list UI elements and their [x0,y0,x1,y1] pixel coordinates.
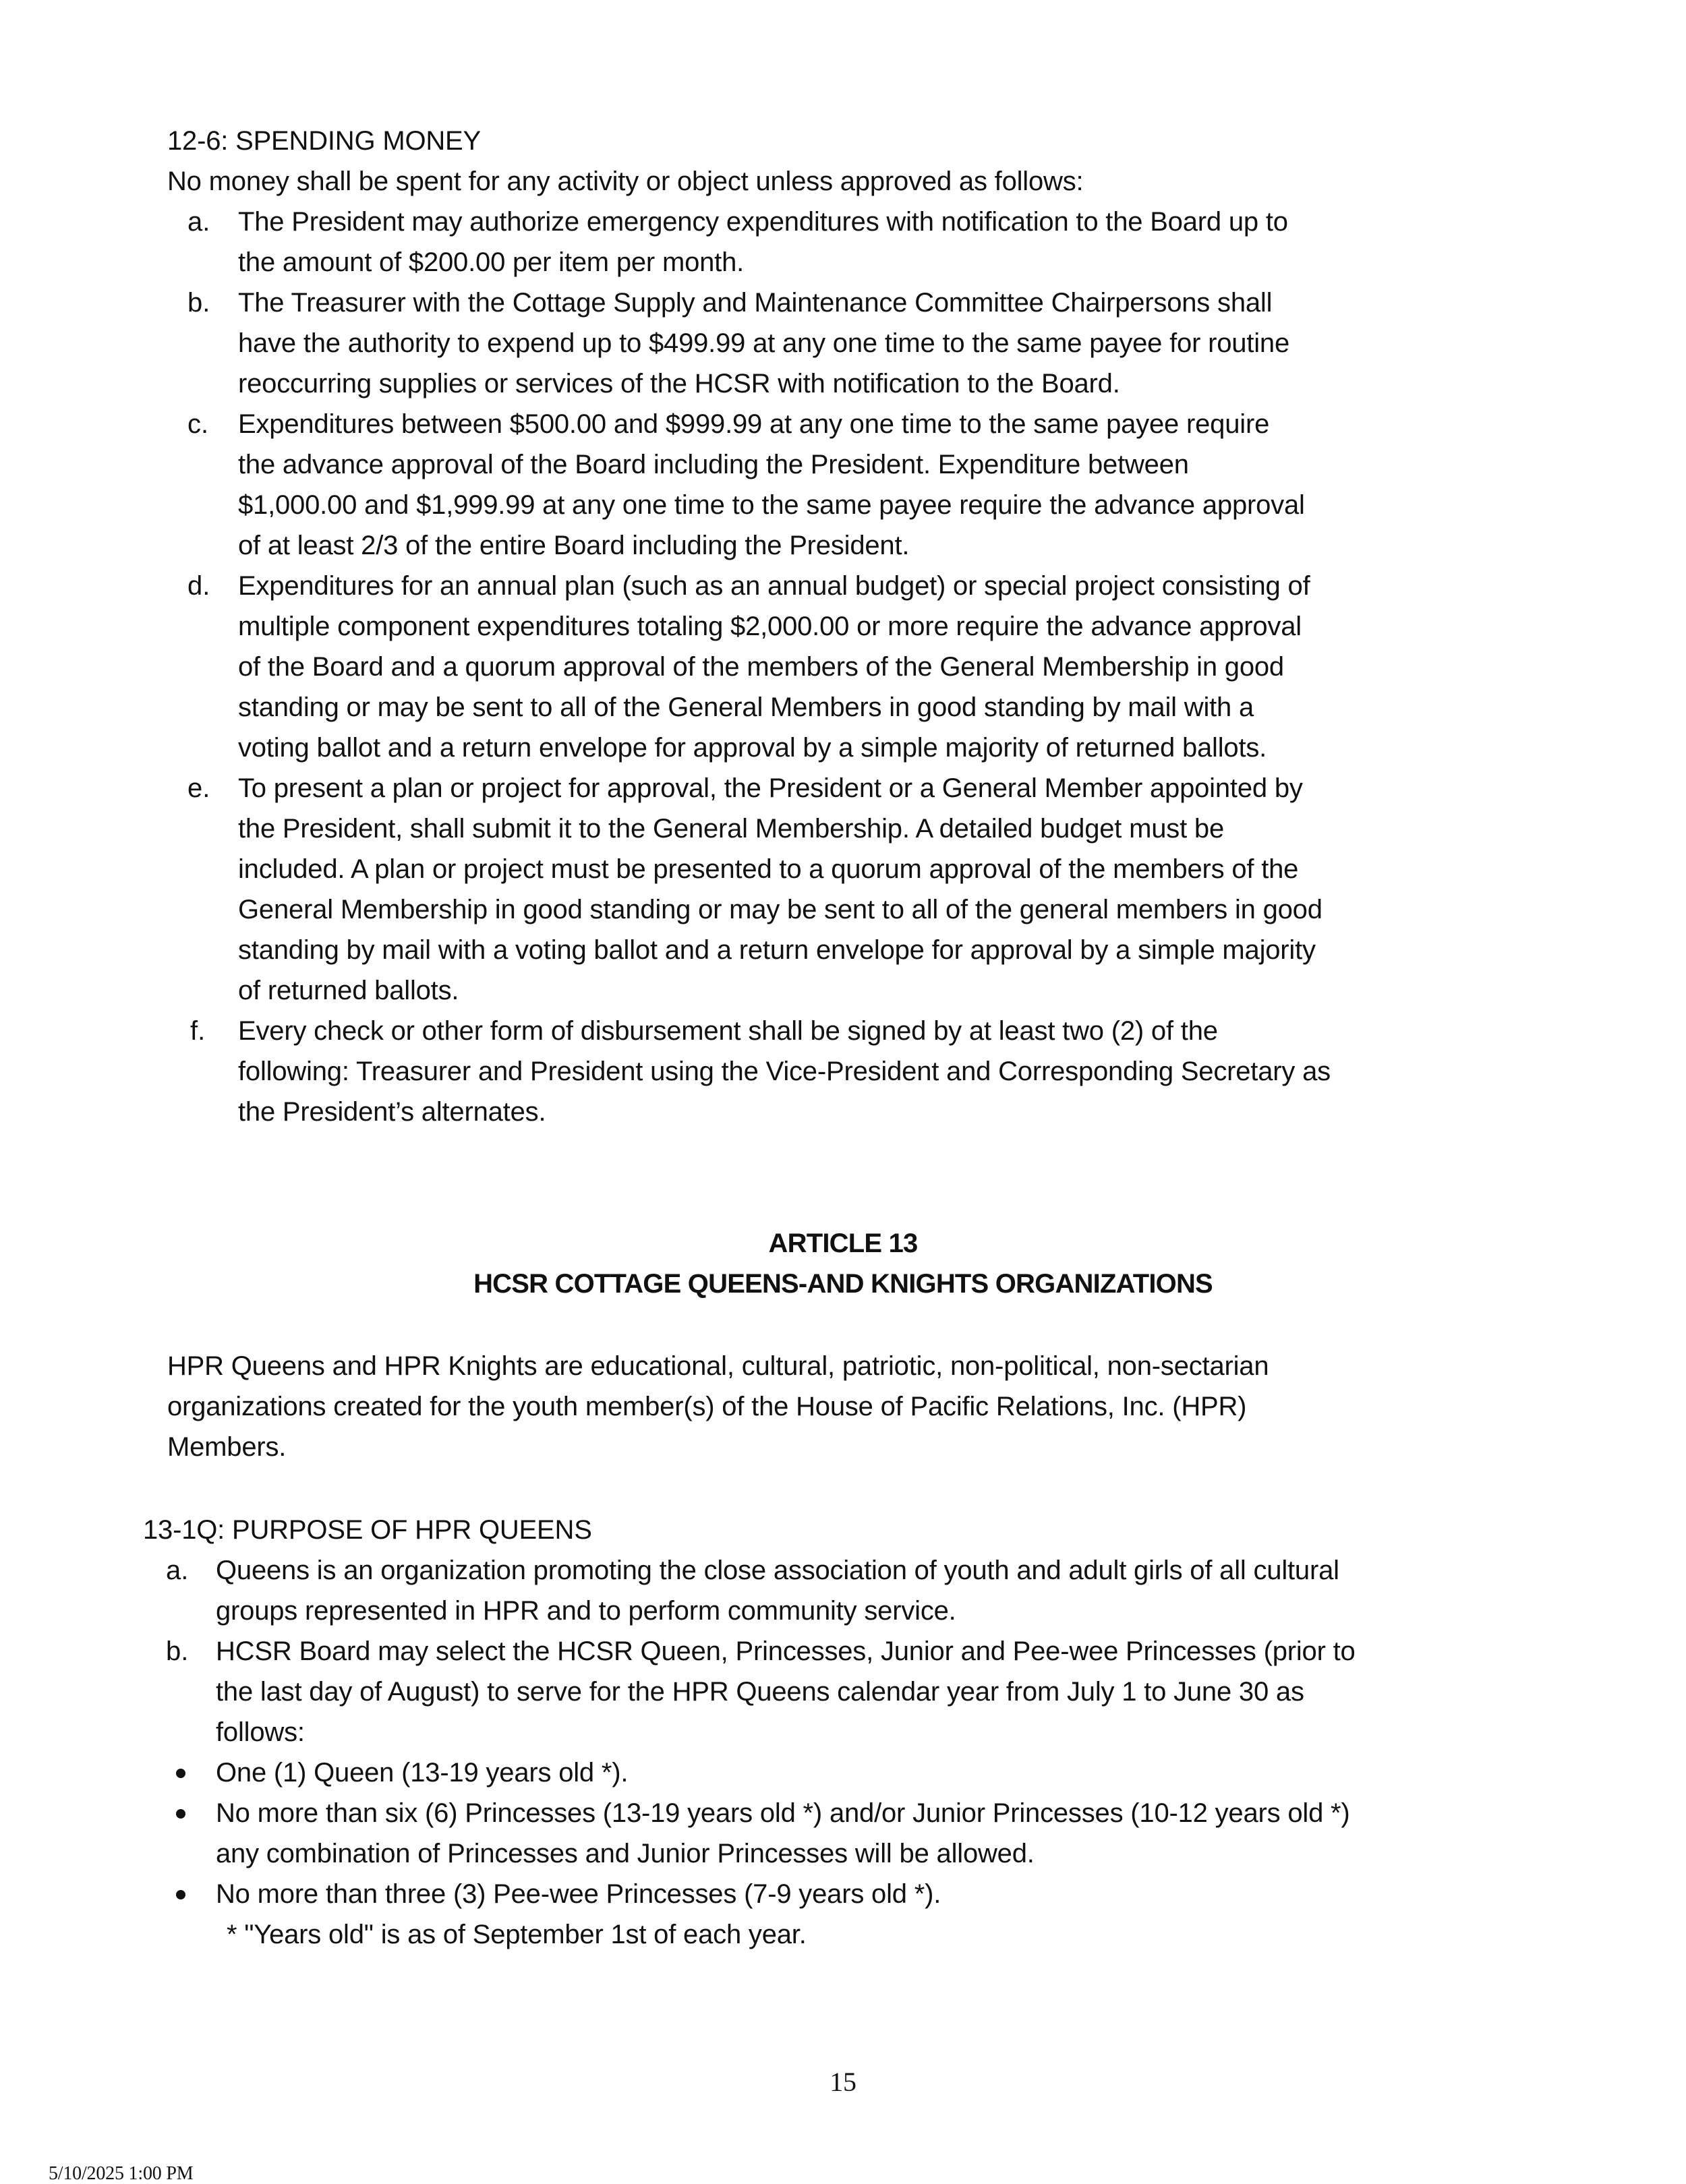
section-title-12-6: 12-6: SPENDING MONEY [167,126,482,156]
list-item-line: the President’s alternates. [238,1097,546,1127]
bullet-item-line: No more than three (3) Pee-wee Princesses (7-9 years old *). [216,1879,941,1909]
footnote: * "Years old" is as of September 1st of each year. [227,1920,807,1949]
list-item-line: Expenditures for an annual plan (such as an annual budget) or special project consisting of [238,571,1310,601]
list-item-line: the advance approval of the Board including the President. Expenditure between [238,450,1189,479]
list-item-line: The Treasurer with the Cottage Supply and Maintenance Committee Chairpersons shall [238,288,1273,318]
page-number: 15 [830,2067,856,2097]
bullet-icon [176,1769,185,1778]
list-item-line: Every check or other form of disbursement shall be signed by at least two (2) of the [238,1016,1218,1046]
list-item-line: the last day of August) to serve for the HPR Queens calendar year from July 1 to June 30 as [216,1677,1304,1707]
bullet-icon [176,1890,185,1899]
bullet-icon [176,1809,185,1819]
article-heading: ARTICLE 13 [768,1229,918,1258]
list-marker: c. [187,409,209,439]
list-item-line: General Membership in good standing or may be sent to all of the general members in good [238,895,1322,924]
section-title-13-1q: 13-1Q: PURPOSE OF HPR QUEENS [143,1515,592,1545]
article-intro-line: organizations created for the youth member(s) of the House of Pacific Relations, Inc. (HPR) [167,1392,1247,1421]
list-item-line: standing or may be sent to all of the General Members in good standing by mail with a [238,692,1254,722]
list-item-line: following: Treasurer and President using the Vice-President and Corresponding Secretary as [238,1057,1331,1086]
article-intro-line: HPR Queens and HPR Knights are educational, cultural, patriotic, non-political, non-sectarian [167,1351,1269,1381]
list-item-line: multiple component expenditures totaling $2,000.00 or more require the advance approval [238,612,1302,641]
list-marker: a. [166,1556,189,1585]
bullet-item-line: One (1) Queen (13-19 years old *). [216,1758,629,1788]
bullet-item-line: any combination of Princesses and Junior Princesses will be allowed. [216,1839,1035,1868]
list-item-line: of at least 2/3 of the entire Board including the President. [238,531,910,560]
list-marker: b. [187,288,210,318]
list-item-line: groups represented in HPR and to perform community service. [216,1596,956,1626]
list-item-line: voting ballot and a return envelope for approval by a simple majority of returned ballots. [238,733,1267,763]
list-item-line: To present a plan or project for approval, the President or a General Member appointed by [238,773,1303,803]
list-marker: f. [190,1016,206,1046]
bullet-item-line: No more than six (6) Princesses (13-19 years old *) and/or Junior Princesses (10-12 years old *) [216,1798,1350,1828]
list-marker: e. [187,773,210,803]
list-item-line: reoccurring supplies or services of the HCSR with notification to the Board. [238,369,1120,399]
list-item-line: the amount of $200.00 per item per month. [238,247,745,277]
list-item-line: of the Board and a quorum approval of the members of the General Membership in good [238,652,1284,682]
list-item-line: standing by mail with a voting ballot and a return envelope for approval by a simple majority [238,935,1316,965]
list-item-line: Expenditures between $500.00 and $999.99 at any one time to the same payee require [238,409,1270,439]
list-item-line: of returned ballots. [238,976,459,1005]
print-timestamp: 5/10/2025 1:00 PM [49,2163,194,2184]
list-item-line: Queens is an organization promoting the close association of youth and adult girls of all cultural [216,1556,1339,1585]
article-subheading: HCSR COTTAGE QUEENS-AND KNIGHTS ORGANIZATIONS [473,1269,1213,1299]
list-marker: a. [187,207,210,237]
list-marker: d. [187,571,210,601]
list-item-line: HCSR Board may select the HCSR Queen, Princesses, Junior and Pee-wee Princesses (prior to [216,1636,1356,1666]
section-intro: No money shall be spent for any activity or object unless approved as follows: [167,167,1084,196]
list-item-line: The President may authorize emergency expenditures with notification to the Board up to [238,207,1288,237]
list-item-line: $1,000.00 and $1,999.99 at any one time to the same payee require the advance approval [238,490,1305,520]
list-item-line: follows: [216,1717,305,1747]
article-intro-line: Members. [167,1432,287,1462]
list-item-line: the President, shall submit it to the General Membership. A detailed budget must be [238,814,1225,844]
list-marker: b. [166,1636,189,1666]
list-item-line: have the authority to expend up to $499.99 at any one time to the same payee for routine [238,328,1290,358]
list-item-line: included. A plan or project must be presented to a quorum approval of the members of the [238,854,1299,884]
